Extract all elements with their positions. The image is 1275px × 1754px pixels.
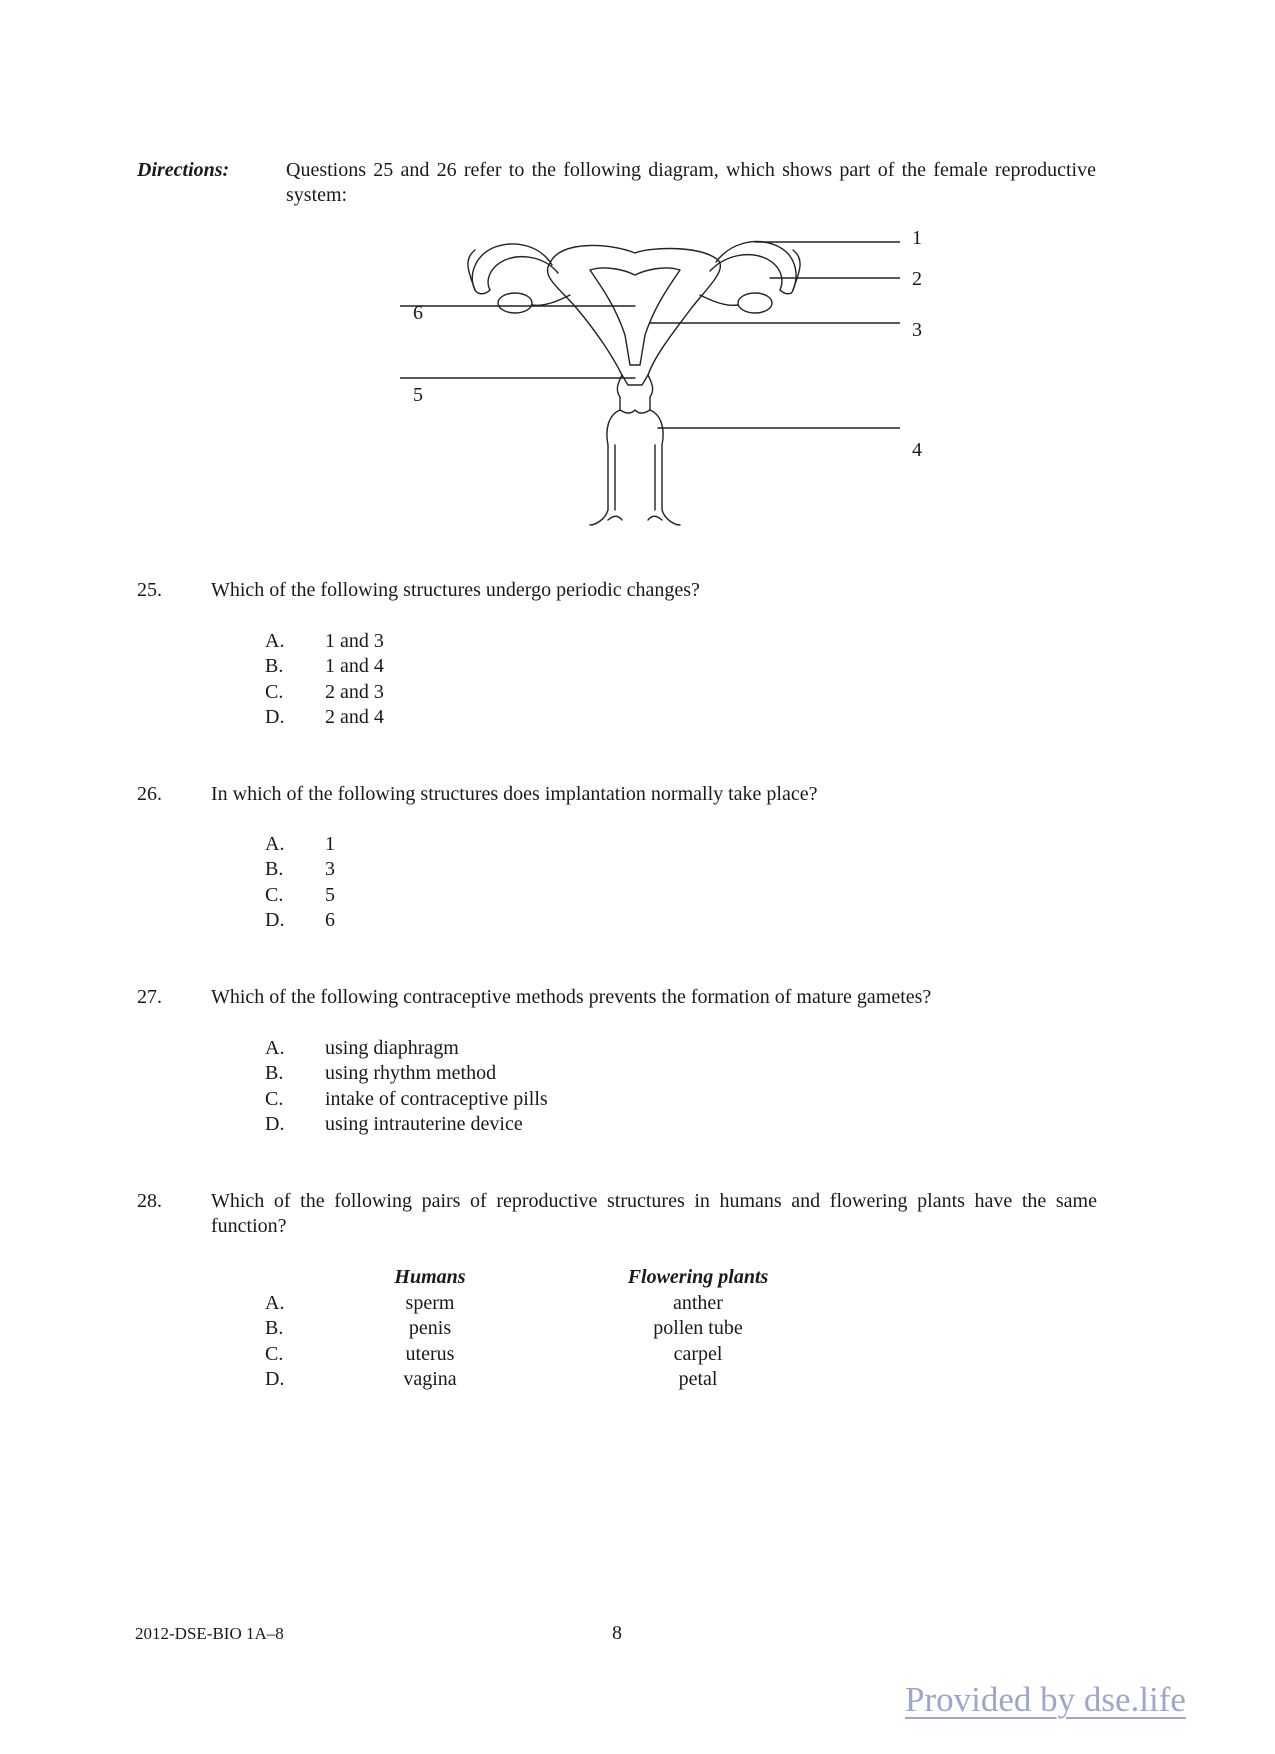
question-text: Which of the following structures undergo periodic changes?: [211, 579, 700, 601]
diagram-label-2: 2: [912, 268, 922, 290]
option-plants: anther: [673, 1292, 723, 1314]
option-letter: D.: [265, 1368, 285, 1390]
cervix: [617, 375, 652, 410]
option-plants: petal: [678, 1368, 718, 1390]
option-humans: penis: [408, 1317, 452, 1339]
option-text: using diaphragm: [325, 1037, 459, 1059]
option-letter: D.: [265, 706, 285, 728]
option-letter: C.: [265, 1088, 284, 1110]
option-letter: C.: [265, 681, 284, 703]
uterine-cavity: [590, 268, 680, 365]
option-humans: sperm: [405, 1292, 455, 1314]
option-letter: D.: [265, 1113, 285, 1135]
question-text: In which of the following structures does implantation normally take place?: [211, 783, 818, 805]
option-letter: D.: [265, 909, 285, 931]
option-letter: A.: [265, 1292, 285, 1314]
question-number: 26.: [137, 783, 162, 805]
option-text: 2 and 4: [325, 706, 384, 728]
option-text: 2 and 3: [325, 681, 384, 703]
directions-label: Directions:: [137, 159, 230, 181]
option-plants: pollen tube: [653, 1317, 743, 1339]
vagina: [590, 410, 680, 525]
question-text: Which of the following contraceptive methods prevents the formation of mature gametes?: [211, 986, 932, 1008]
reproductive-system-diagram: [400, 215, 900, 535]
left-ovary: [498, 293, 532, 313]
directions-text: Questions 25 and 26 refer to the following diagram, which shows part of the female reproductive system:: [286, 159, 1096, 206]
option-text: 5: [325, 884, 335, 906]
diagram-label-5: 5: [413, 384, 423, 406]
option-letter: A.: [265, 630, 285, 652]
option-text: using rhythm method: [325, 1062, 497, 1084]
option-humans: vagina: [403, 1368, 457, 1390]
watermark-link[interactable]: Provided by dse.life: [905, 1680, 1186, 1719]
question-number: 27.: [137, 986, 162, 1008]
option-text: 3: [325, 858, 335, 880]
option-text: 1 and 3: [325, 630, 384, 652]
diagram-label-3: 3: [912, 319, 922, 341]
option-letter: A.: [265, 1037, 285, 1059]
option-humans: uterus: [405, 1343, 455, 1365]
option-letter: B.: [265, 1317, 284, 1339]
question-number: 28.: [137, 1190, 162, 1212]
page-number: 8: [612, 1622, 622, 1644]
option-letter: B.: [265, 858, 284, 880]
column-header-humans: Humans: [394, 1266, 466, 1288]
diagram-label-6: 6: [413, 302, 423, 324]
option-text: 6: [325, 909, 335, 931]
diagram-label-4: 4: [912, 439, 922, 461]
right-oviduct: [710, 242, 796, 290]
option-letter: C.: [265, 1343, 284, 1365]
option-letter: B.: [265, 1062, 284, 1084]
uterus-outline: [547, 245, 720, 385]
option-text: intake of contraceptive pills: [325, 1088, 548, 1110]
column-header-flowering-plants: Flowering plants: [627, 1266, 769, 1288]
question-number: 25.: [137, 579, 162, 601]
option-letter: C.: [265, 884, 284, 906]
option-plants: carpel: [673, 1343, 723, 1365]
option-text: 1 and 4: [325, 655, 384, 677]
option-letter: A.: [265, 833, 285, 855]
question-text: Which of the following pairs of reproductive structures in humans and flowering plants have the same function?: [211, 1190, 1097, 1237]
option-text: 1: [325, 833, 335, 855]
diagram-label-1: 1: [912, 227, 922, 249]
option-text: using intrauterine device: [325, 1113, 523, 1135]
option-letter: B.: [265, 655, 284, 677]
right-ovary: [738, 293, 772, 313]
paper-code: 2012-DSE-BIO 1A–8: [135, 1624, 284, 1643]
left-oviduct: [472, 244, 558, 290]
